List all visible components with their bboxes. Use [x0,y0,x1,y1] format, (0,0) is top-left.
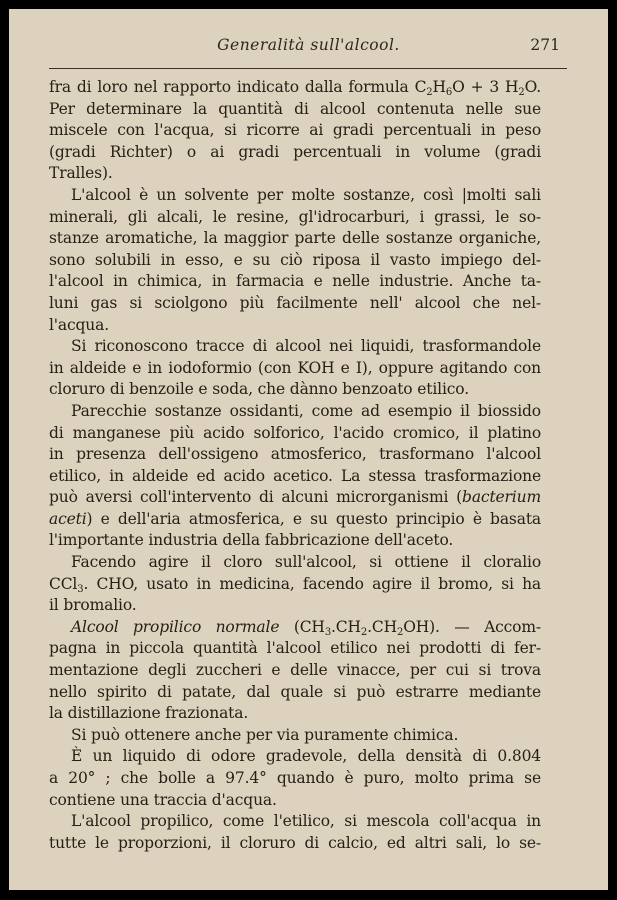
text-line: contiene una traccia d'acqua. [49,790,277,809]
text-line: L'alcool propilico, come l'etilico, si mescola coll'acqua in [71,812,541,831]
text-line: mentazione degli zuccheri e delle vinacce, per cui si trova [49,661,541,680]
text-line: il bromalio. [49,596,137,615]
text-line: la distillazione frazionata. [49,704,249,723]
text-line: etilico, in aldeide ed acido acetico. La stessa trasformazione [49,466,541,485]
text-line: minerali, gli alcali, le resine, gl'idrocarburi, i grassi, le so- [49,207,541,226]
text-line: l'alcool in chimica, in farmacia e nelle industrie. Anche ta- [49,272,541,291]
running-title: Generalità sull'alcool. [217,36,400,54]
text-line: Parecchie sostanze ossidanti, come ad esempio il biossido [71,401,541,420]
text-line: luni gas si sciolgono più facilmente nell' alcool che nel- [49,293,541,312]
text-line: Tralles). [49,164,113,183]
text-line: È un liquido di odore gradevole, della densità di 0.804 [71,747,541,766]
book-page [9,9,608,890]
text-line: può aversi coll'intervento di alcuni microrganismi (bacterium [49,488,541,507]
text-line: pagna in piccola quantità l'alcool etilico nei prodotti di fer- [49,639,541,658]
text-line: Si riconoscono tracce di alcool nei liquidi, trasformandole [71,337,541,356]
page-header [49,36,568,64]
text-line: in presenza dell'ossigeno atmosferico, trasformano l'alcool [49,445,541,464]
text-line: di manganese più acido solforico, l'acido cromico, il platino [49,423,541,442]
text-line: Si può ottenere anche per via puramente chimica. [71,725,459,744]
section-title: Alcool propilico normale [71,617,280,636]
text-line: Per determinare la quantità di alcool contenuta nelle sue [49,99,541,118]
text-line: sono solubili in esso, e su ciò riposa il vasto impiego del- [49,250,541,269]
text-line: fra di loro nel rapporto indicato dalla formula $C_2H_6O + 3$ $H_2O$. [49,78,541,98]
header-rule [49,68,567,69]
text-line: L'alcool è un solvente per molte sostanze, così |molti sali [71,185,541,204]
text-line: l'acqua. [49,315,110,334]
text-line: l'importante industria della fabbricazione dell'aceto. [49,531,454,550]
text-line: a 20° ; che bolle a 97.4° quando è puro, molto prima se [49,769,541,787]
text-line: aceti) e dell'aria atmosferica, e su questo principio è basata [49,509,541,528]
text-line: stanze aromatiche, la maggior parte delle sostanze organiche, [49,229,541,248]
text-line: nello spirito di patate, dal quale si può estrarre mediante [49,682,541,701]
text-line: miscele con l'acqua, si ricorre ai gradi percentuali in peso [49,121,541,140]
text-line: in aldeide e in iodoformio (con KOH e I), oppure agitando con [49,358,541,377]
text-line: tutte le proporzioni, il cloruro di calcio, ed altri sali, lo se- [49,833,541,852]
body-text [49,77,541,854]
text-line: Facendo agire il cloro sull'alcool, si ottiene il cloralio [71,553,541,572]
text-line: (gradi Richter) o ai gradi percentuali in volume (gradi [49,142,541,161]
text-line: cloruro di benzoile e soda, che dànno benzoato etilico. [49,380,469,399]
text-line: Alcool propilico normale $(CH_3.CH_2.CH_2OH)$. — Accom- [71,617,541,638]
page-number: 271 [530,36,560,54]
text-line: CCl$_3$. CHO, usato in medicina, facendo agire il bromo, si ha [49,574,541,595]
